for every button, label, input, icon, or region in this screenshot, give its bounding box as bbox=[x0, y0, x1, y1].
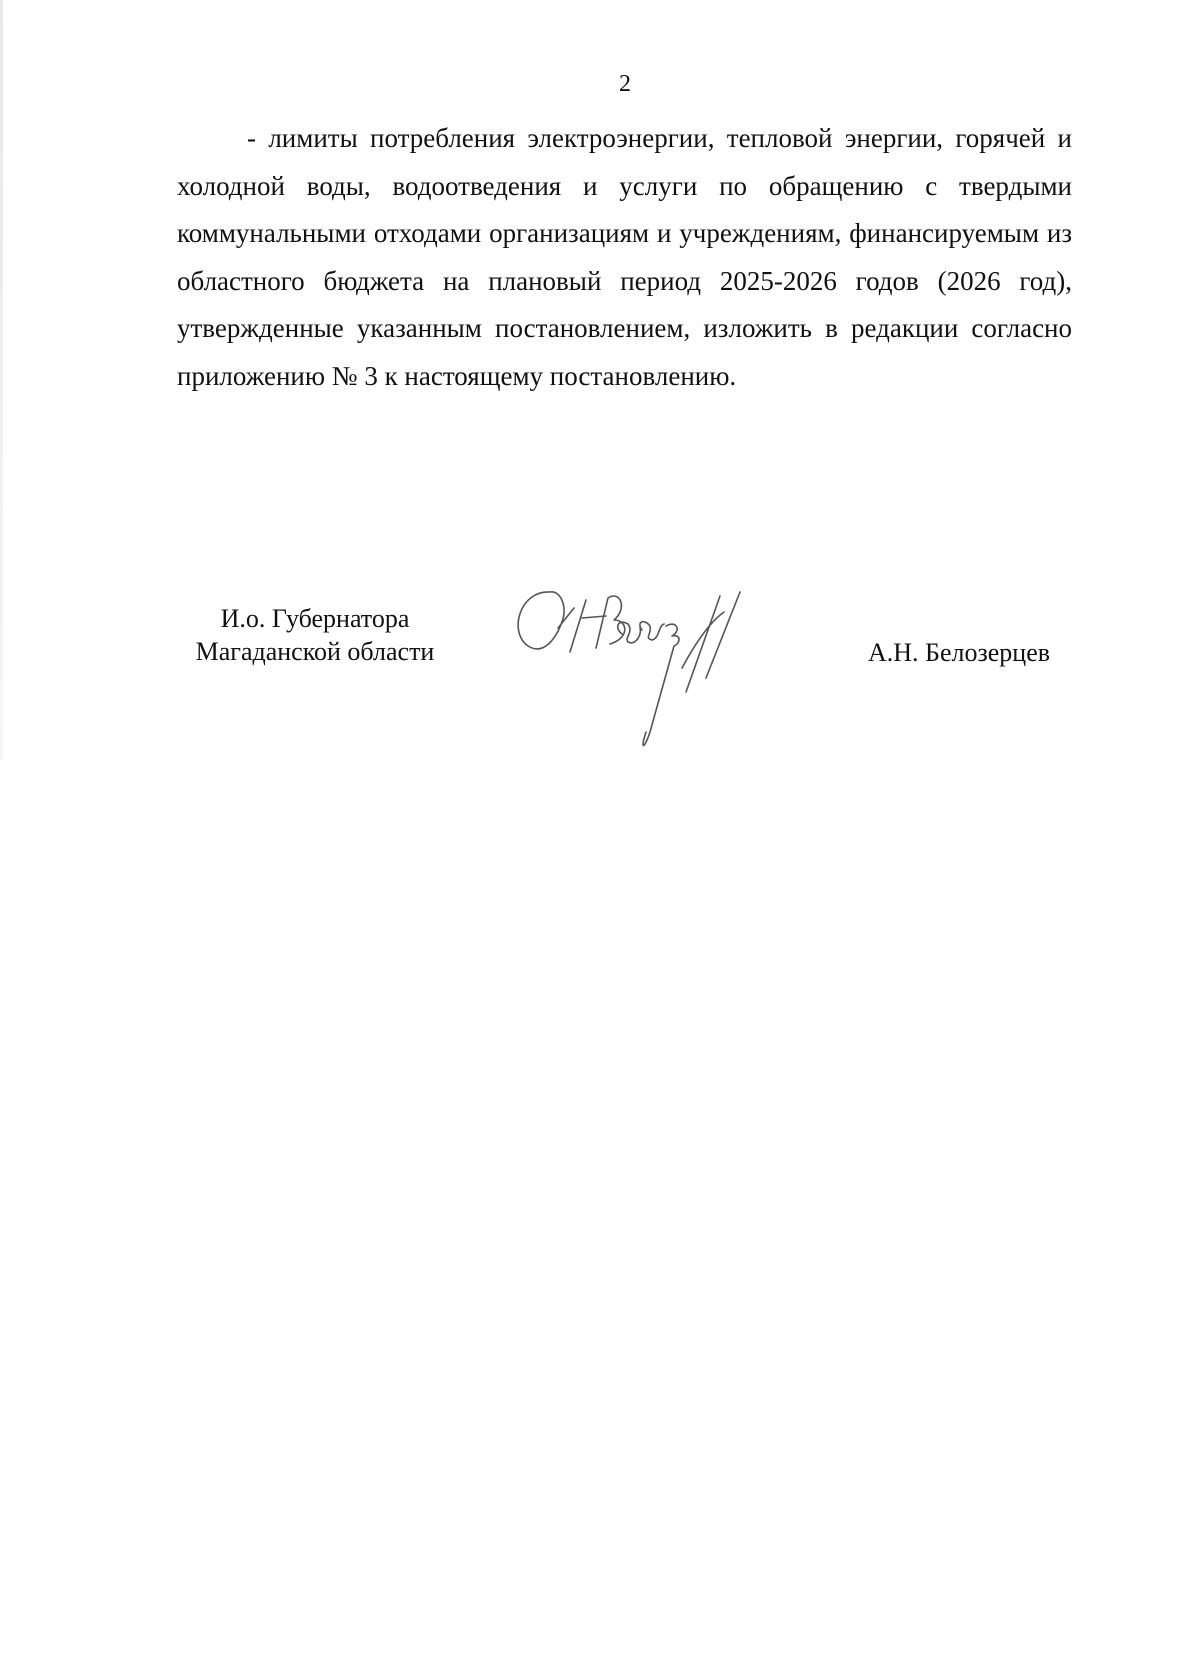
page-number: 2 bbox=[619, 71, 631, 97]
signer-name: А.Н. Белозерцев bbox=[868, 638, 1051, 667]
body-paragraph: - лимиты потребления электроэнергии, тепловой энергии, горячей и холодной воды, водоотведения и услуги по обращению с твердыми коммунальными отходами организациям и учреждениям, финансируемым из областного бюджета на плановый период 2025-2026 годов (2026 год), утвержденные указанным постановлением, изложить в редакции согласно приложению № 3 к настоящему постановлению. bbox=[177, 123, 1072, 391]
scan-edge-shadow bbox=[0, 0, 3, 760]
signatory-position bbox=[170, 602, 460, 668]
position-line-2: Магаданской области bbox=[195, 637, 435, 666]
position-line-1: И.о. Губернатора bbox=[220, 604, 410, 633]
handwritten-signature bbox=[510, 582, 780, 762]
